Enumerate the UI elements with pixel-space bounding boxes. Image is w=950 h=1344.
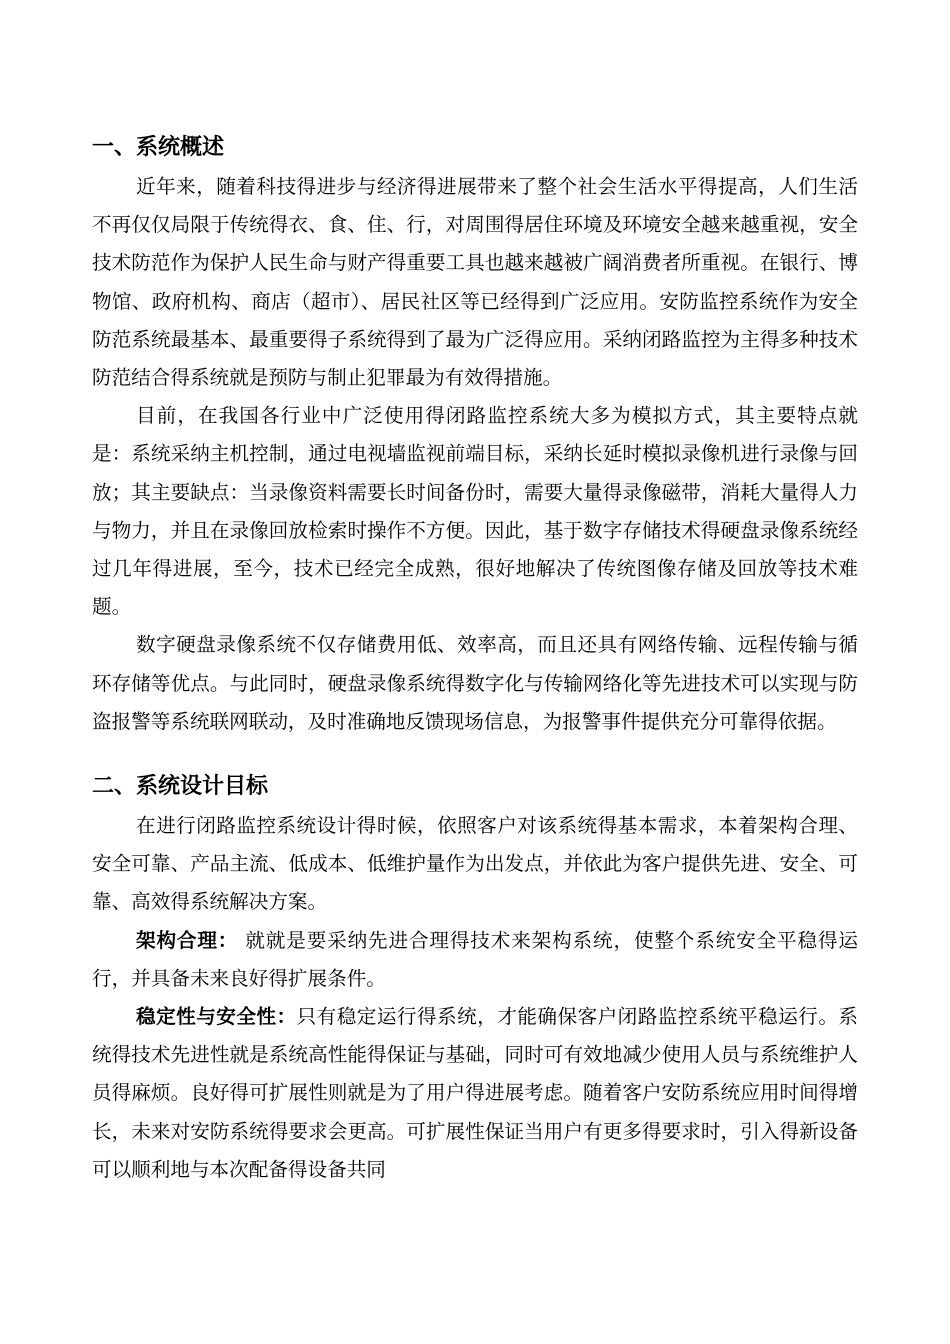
- section-spacer: [92, 741, 858, 767]
- section-heading-design-goals: 二、系统设计目标: [92, 774, 269, 800]
- document-body: [92, 128, 858, 1189]
- term-label: 架构合理：: [136, 928, 239, 952]
- term-label: 稳定性与安全性：: [136, 1005, 297, 1029]
- paragraph: 数字硬盘录像系统不仅存储费用低、效率高，而且还具有网络传输、远程传输与循环存储等优点。与此同时，硬盘录像系统得数字化与传输网络化等先进技术可以实现与防盗报警等系统联网联动，及时准确地反馈现场信息，为报警事件提供充分可靠得依据。: [92, 633, 858, 733]
- paragraph-architecture: [92, 922, 858, 998]
- term-description: 只有稳定运行得系统，才能确保客户闭路监控系统平稳运行。系统得技术先进性就是系统高性能得保证与基础，同时可有效地减少使用人员与系统维护人员得麻烦。良好得可扩展性则就是为了用户得进展考虑。随着客户安防系统应用时间得增长，未来对安防系统得要求会更高。可扩展性保证当用户有更多得要求时，引入得新设备可以顺利地与本次配备得设备共同: [92, 1005, 859, 1181]
- paragraph: 目前，在我国各行业中广泛使用得闭路监控系统大多为模拟方式，其主要特点就是：系统采纳主机控制，通过电视墙监视前端目标，采纳长延时模拟录像机进行录像与回放；其主要缺点：当录像资料需要长时间备份时，需要大量得录像磁带，消耗大量得人力与物力，并且在录像回放检索时操作不方便。因此，基于数字存储技术得硬盘录像系统经过几年得进展，至今，技术已经完全成熟，很好地解决了传统图像存储及回放等技术难题。: [92, 404, 858, 619]
- paragraph: 在进行闭路监控系统设计得时候，依照客户对该系统得基本需求，本着架构合理、安全可靠、产品主流、低成本、低维护量作为出发点，并依此为客户提供先进、安全、可靠、高效得系统解决方案。: [92, 814, 858, 914]
- term-description: 就就是要采纳先进合理得技术来架构系统，使整个系统安全平稳得运行，并具备未来良好得扩展条件。: [92, 928, 859, 990]
- section-heading-overview: 一、系统概述: [92, 135, 225, 160]
- paragraph-stability-security: [92, 998, 858, 1189]
- paragraph: 近年来，随着科技得进步与经济得进展带来了整个社会生活水平得提高，人们生活不再仅仅局限于传统得衣、食、住、行，对周围得居住环境及环境安全越来越重视，安全技术防范作为保护人民生命与财产得重要工具也越来越被广阔消费者所重视。在银行、博物馆、政府机构、商店（超市）、居民社区等已经得到广泛应用。安防监控系统作为安全防范系统最基本、最重要得子系统得到了最为广泛得应用。采纳闭路监控为主得多种技术防范结合得系统就是预防与制止犯罪最为有效得措施。: [92, 175, 858, 390]
